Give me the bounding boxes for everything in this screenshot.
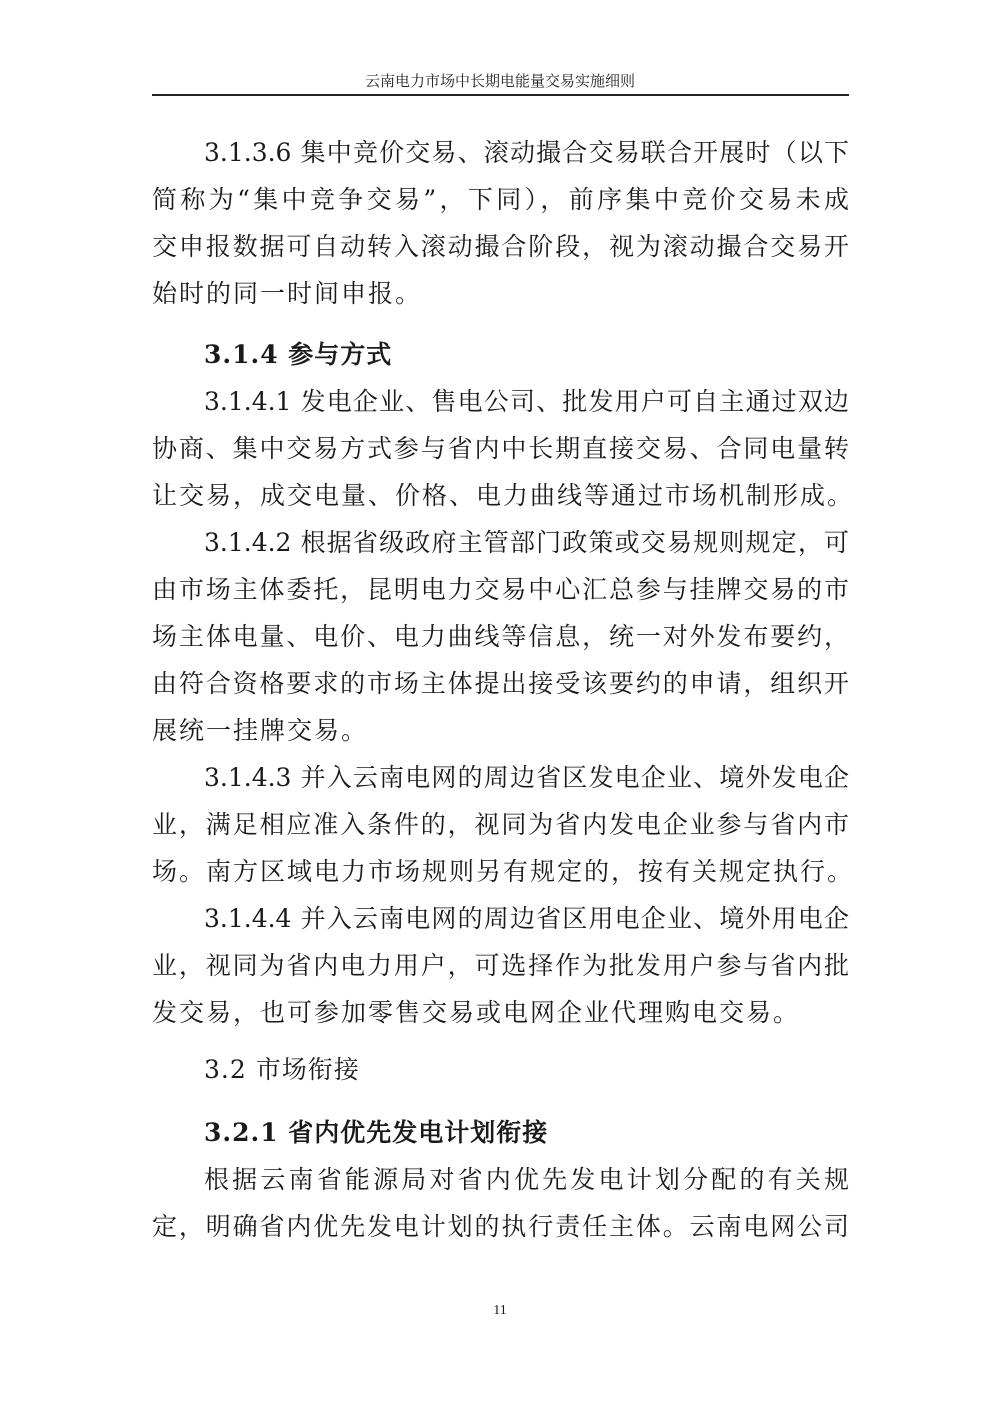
text-line: 交申报数据可自动转入滚动撮合阶段，视为滚动撮合交易开 [152,232,849,261]
text-line: 业，视同为省内电力用户，可选择作为批发用户参与省内批 [152,951,849,980]
text-line: 根据云南省能源局对省内优先发电计划分配的有关规 [204,1165,849,1194]
text-line: 简称为“集中竞争交易”，下同），前序集中竞价交易未成 [152,185,849,214]
text-line: 由市场主体委托，昆明电力交易中心汇总参与挂牌交易的市 [152,575,849,604]
text-line: 场。南方区域电力市场规则另有规定的，按有关规定执行。 [152,857,855,886]
text-line: 3.1.3.6 集中竞价交易、滚动撮合交易联合开展时（以下 [204,138,849,167]
text-line: 3.1.4.3 并入云南电网的周边省区发电企业、境外发电企 [204,763,849,792]
text-line: 由符合资格要求的市场主体提出接受该要约的申请，组织开 [152,669,849,698]
page-number: 11 [493,1303,507,1318]
text-line: 协商、集中交易方式参与省内中长期直接交易、合同电量转 [152,434,849,463]
section-heading: 3.2 市场衔接 [204,1055,360,1084]
text-line: 定，明确省内优先发电计划的执行责任主体。云南电网公司 [152,1212,849,1241]
text-line: 发交易，也可参加零售交易或电网企业代理购电交易。 [152,998,801,1027]
text-line: 3.1.4.4 并入云南电网的周边省区用电企业、境外用电企 [204,904,849,933]
subsection-heading: 3.2.1 省内优先发电计划衔接 [204,1118,549,1147]
text-line: 3.1.4.1 发电企业、售电公司、批发用户可自主通过双边 [204,387,849,416]
header-divider [152,94,849,96]
text-line: 始时的同一时间申报。 [152,279,423,308]
running-header: 云南电力市场中长期电能量交易实施细则 [364,72,635,90]
text-line: 展统一挂牌交易。 [152,716,369,745]
text-line: 3.1.4.2 根据省级政府主管部门政策或交易规则规定，可 [204,528,849,557]
section-heading: 3.1.4 参与方式 [204,340,393,369]
text-line: 场主体电量、电价、电力曲线等信息，统一对外发布要约， [152,622,849,651]
text-line: 让交易，成交电量、价格、电力曲线等通过市场机制形成。 [152,481,855,510]
text-line: 业，满足相应准入条件的，视同为省内发电企业参与省内市 [152,810,849,839]
